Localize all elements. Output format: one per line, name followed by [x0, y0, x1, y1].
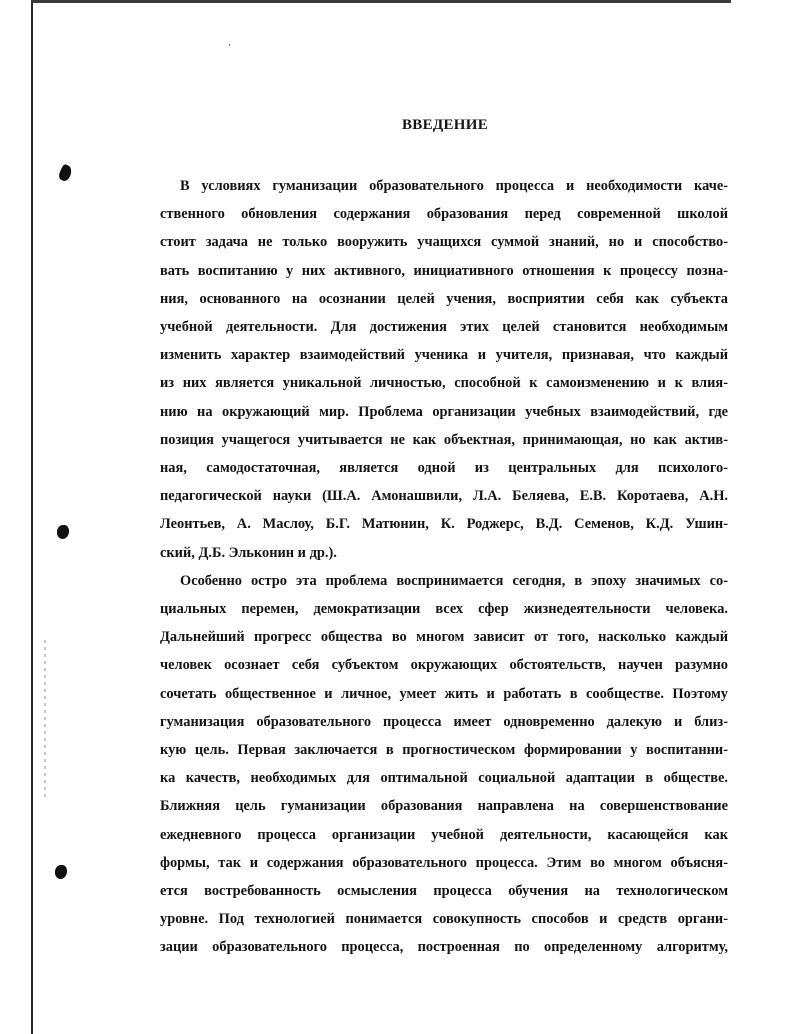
- binding-hole-mark: [57, 525, 69, 539]
- text-line: ка качеств, необходимых для оптимальной социальной адаптации в обществе.: [160, 770, 728, 787]
- text-line: ется востребованность осмысления процесса обучения на технологическом: [160, 883, 728, 900]
- text-line: ежедневного процесса организации учебной деятельности, касающейся как: [160, 826, 728, 843]
- text-line: человек осознает себя субъектом окружающих обстоятельств, научен разумно: [160, 657, 728, 674]
- text-line: педагогической науки (Ш.А. Амонашвили, Л.А. Беляева, Е.В. Коротаева, А.Н.: [160, 488, 728, 505]
- text-line: ная, самодостаточная, является одной из центральных для психолого-: [160, 460, 728, 477]
- text-line: ский, Д.Б. Эльконин и др.).: [160, 544, 337, 561]
- page-title: ВВЕДЕНИЕ: [401, 117, 489, 133]
- text-line: изменить характер взаимодействий ученика и учителя, признавая, что каждый: [160, 347, 728, 364]
- text-line: сочетать общественное и личное, умеет жить и работать в сообществе. Поэтому: [160, 685, 728, 702]
- text-line: циальных перемен, демократизации всех сфер жизнедеятельности человека.: [160, 601, 728, 618]
- text-line: Особенно остро эта проблема воспринимается сегодня, в эпоху значимых со-: [180, 572, 728, 589]
- text-line: из них является уникальной личностью, способной к самоизменению и к влия-: [160, 375, 728, 392]
- text-line: гуманизация образовательного процесса имеет одновременно далекую и близ-: [160, 713, 728, 730]
- page-edge-top: [31, 0, 731, 3]
- body-text: [160, 172, 728, 962]
- text-line: уровне. Под технологией понимается совокупность способов и средств органи-: [160, 911, 728, 928]
- text-line: ния, основанного на осознании целей учения, восприятии себя как субъекта: [160, 290, 728, 307]
- text-line: В условиях гуманизации образовательного процесса и необходимости каче-: [180, 178, 728, 194]
- text-line: вать воспитанию у них активного, инициативного отношения к процессу позна-: [160, 262, 728, 279]
- binding-hole-mark: [55, 865, 67, 879]
- text-line: формы, так и содержания образовательного процесса. Этим во многом объясня-: [160, 854, 728, 871]
- text-line: позиция учащегося учитывается не как объектная, принимающая, но как актив-: [160, 431, 728, 448]
- text-line: Леонтьев, А. Маслоу, Б.Г. Матюнин, К. Роджерс, В.Д. Семенов, К.Д. Ушин-: [160, 516, 728, 533]
- paragraph-1: [160, 172, 728, 567]
- text-line: Дальнейший прогресс общества во многом зависит от того, насколько каждый: [160, 629, 728, 646]
- text-line: зации образовательного процесса, построенная по определенному алгоритму,: [160, 939, 728, 956]
- scan-speck: [229, 44, 230, 46]
- text-line: Ближняя цель гуманизации образования направлена на совершенствование: [160, 798, 728, 815]
- scan-artifact-lines: [44, 640, 46, 800]
- binding-hole-mark: [57, 163, 74, 182]
- text-line: нию на окружающий мир. Проблема организации учебных взаимодействий, где: [160, 403, 728, 420]
- text-line: ственного обновления содержания образования перед современной школой: [160, 206, 728, 223]
- page-edge-left: [31, 0, 33, 1034]
- paragraph-2: [160, 567, 728, 962]
- text-line: кую цель. Первая заключается в прогностическом формировании у воспитанни-: [160, 742, 728, 759]
- text-line: стоит задача не только вооружить учащихся суммой знаний, но и способство-: [160, 234, 728, 251]
- text-line: учебной деятельности. Для достижения этих целей становится необходимым: [160, 319, 728, 336]
